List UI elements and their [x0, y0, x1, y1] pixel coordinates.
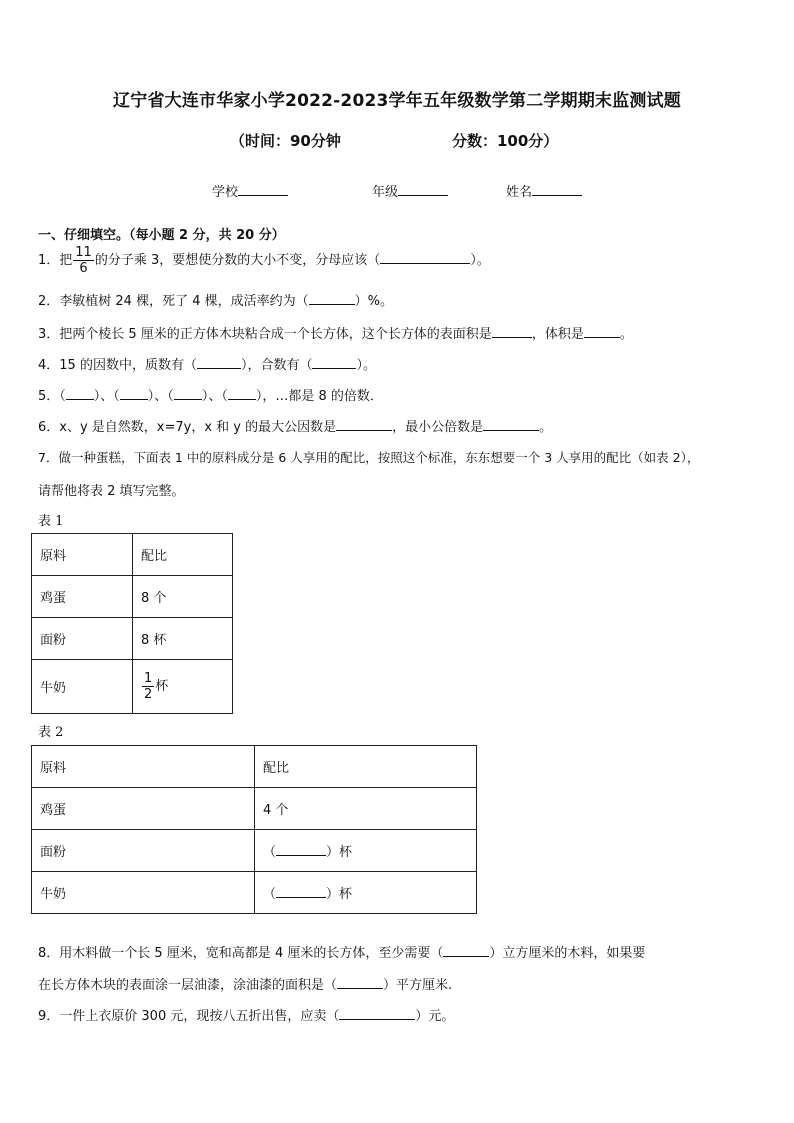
question-2: 2．李敏植树 24 棵，死了 4 棵，成活率约为（ ）%。 — [38, 294, 393, 309]
table-2-caption: 表 2 — [38, 725, 64, 740]
table-header-cell: 原料 — [32, 534, 133, 576]
table-cell: $\frac{1}{2}$ 杯 — [133, 660, 233, 714]
question-7-line-2: 请帮他将表 2 填写完整。 — [38, 484, 185, 499]
question-8-line-1: 8．用木料做一个长 5 厘米，宽和高都是 4 厘米的长方体，至少需要（ ）立方厘米的木料，如果要 — [38, 946, 646, 961]
table-cell: 8 杯 — [133, 618, 233, 660]
table-header-cell: 配比 — [133, 534, 233, 576]
table-2 — [31, 745, 477, 914]
grade-field[interactable] — [372, 181, 448, 200]
table-cell: 4 个 — [255, 788, 477, 830]
answer-blank[interactable] — [492, 325, 532, 338]
table-row — [32, 534, 233, 576]
table-cell: 面粉 — [32, 830, 255, 872]
table-cell: （ ）杯 — [255, 830, 477, 872]
answer-blank[interactable] — [66, 387, 94, 400]
page-title: 辽宁省大连市华家小学2022-2023学年五年级数学第二学期期末监测试题 — [113, 91, 681, 111]
school-blank[interactable] — [238, 183, 288, 196]
table-cell: 牛奶 — [32, 660, 133, 714]
answer-blank[interactable] — [276, 885, 326, 898]
table-row — [32, 660, 233, 714]
school-field[interactable] — [212, 181, 288, 200]
table-1 — [31, 533, 233, 714]
question-1: 1．把 $\frac{11}{6}$ 的分子乘 3，要想使分数的大小不变，分母应该（ ）。 — [38, 245, 490, 276]
question-9: 9．一件上衣原价 300 元，现按八五折出售，应卖（ ）元。 — [38, 1009, 455, 1024]
answer-blank[interactable] — [380, 251, 470, 264]
question-8-line-2: 在长方体木块的表面涂一层油漆，涂油漆的面积是（ ）平方厘米. — [38, 978, 453, 993]
answer-blank[interactable] — [337, 976, 383, 989]
table-row — [32, 830, 477, 872]
table-cell: 牛奶 — [32, 872, 255, 914]
answer-blank[interactable] — [174, 387, 202, 400]
fraction-1-2: $\frac{1}{2}$ — [144, 671, 153, 702]
answer-blank[interactable] — [443, 944, 489, 957]
table-row — [32, 872, 477, 914]
grade-blank[interactable] — [398, 183, 448, 196]
answer-blank[interactable] — [197, 356, 241, 369]
answer-blank[interactable] — [312, 356, 356, 369]
school-label: 学校 — [212, 185, 239, 200]
table-header-cell: 原料 — [32, 746, 255, 788]
table-cell: 8 个 — [133, 576, 233, 618]
question-3: 3．把两个棱长 5 厘米的正方体木块粘合成一个长方体，这个长方体的表面积是 ，体积是 。 — [38, 327, 633, 342]
name-field[interactable] — [506, 181, 582, 200]
answer-blank[interactable] — [339, 1007, 415, 1020]
answer-blank[interactable] — [336, 418, 392, 431]
answer-blank[interactable] — [276, 843, 326, 856]
answer-blank[interactable] — [120, 387, 148, 400]
answer-blank[interactable] — [309, 292, 355, 305]
table-row — [32, 746, 477, 788]
table-cell: （ ）杯 — [255, 872, 477, 914]
answer-blank[interactable] — [483, 418, 539, 431]
table-row — [32, 618, 233, 660]
question-6: 6．x、y 是自然数，x=7y，x 和 y 的最大公因数是 ，最小公倍数是 。 — [38, 420, 553, 435]
name-label: 姓名 — [506, 185, 533, 200]
question-4: 4．15 的因数中，质数有（ ），合数有（ ）。 — [38, 358, 376, 373]
exam-time: （时间：90分钟 — [230, 132, 341, 150]
answer-blank[interactable] — [228, 387, 256, 400]
answer-blank[interactable] — [584, 325, 620, 338]
table-row — [32, 788, 477, 830]
table-1-caption: 表 1 — [38, 514, 64, 529]
section-heading: 一、仔细填空。（每小题 2 分，共 20 分） — [38, 228, 285, 243]
question-5: 5．（ ）、（ ）、（ ）、（ ），…都是 8 的倍数． — [38, 389, 383, 404]
table-row — [32, 576, 233, 618]
fraction-11-6: $\frac{11}{6}$ — [75, 245, 92, 276]
grade-label: 年级 — [372, 185, 399, 200]
question-7-line-1: 7．做一种蛋糕，下面表 1 中的原料成分是 6 人享用的配比，按照这个标准，东东想要一个 3 人享用的配比（如表 2）， — [38, 450, 700, 465]
name-blank[interactable] — [532, 183, 582, 196]
table-cell: 面粉 — [32, 618, 133, 660]
table-cell: 鸡蛋 — [32, 576, 133, 618]
table-header-cell: 配比 — [255, 746, 477, 788]
exam-score: 分数：100分） — [452, 132, 559, 150]
table-cell: 鸡蛋 — [32, 788, 255, 830]
